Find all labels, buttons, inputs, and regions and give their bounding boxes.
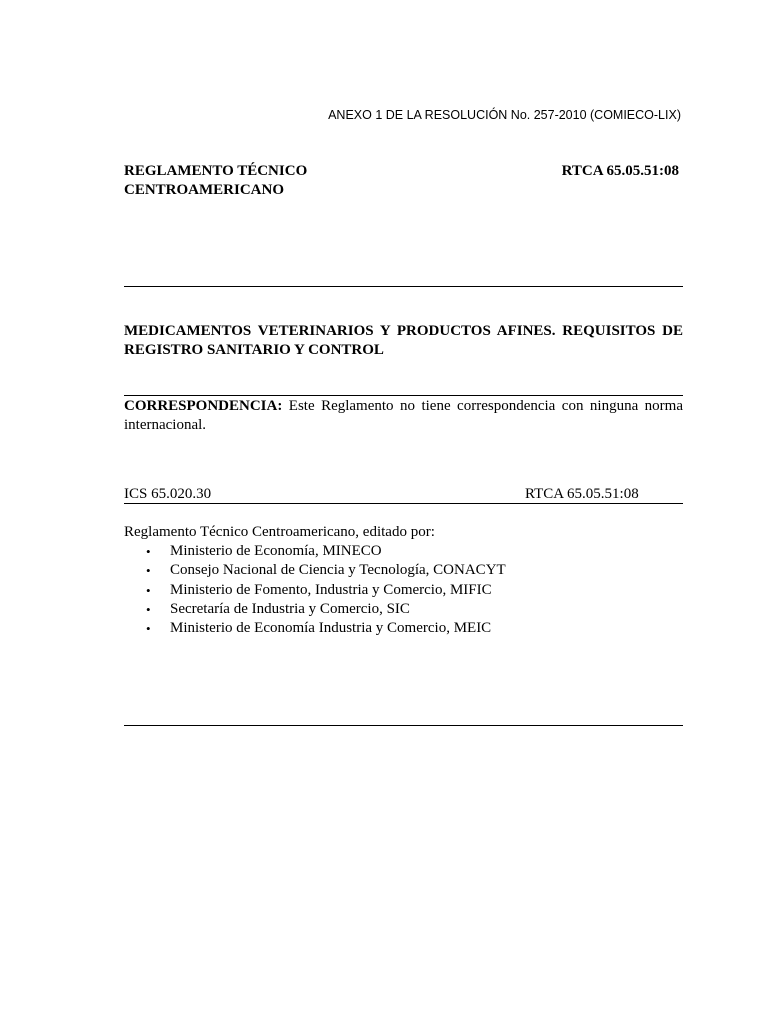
regulation-type-line: REGLAMENTO TÉCNICO	[124, 163, 308, 179]
bullet: •	[146, 582, 151, 598]
divider	[124, 286, 683, 287]
list-item	[124, 600, 506, 619]
correspondence-note	[124, 397, 683, 435]
regulation-type	[124, 162, 307, 200]
editor-name: Ministerio de Economía, MINECO	[170, 543, 382, 559]
divider	[124, 725, 683, 726]
correspondence-label: CORRESPONDENCIA:	[124, 398, 283, 414]
bullet: •	[146, 563, 151, 579]
document-title: MEDICAMENTOS VETERINARIOS Y PRODUCTOS AFINES. REQUISITOS DE REGISTRO SANITARIO Y CONTROL	[124, 323, 683, 358]
editor-name: Ministerio de Economía Industria y Comercio, MEIC	[170, 620, 492, 637]
correspondence-text: Este Reglamento no tiene correspondencia con ninguna norma internacional.	[124, 398, 683, 433]
list-item	[124, 542, 506, 561]
editors-list	[124, 542, 506, 638]
divider	[124, 395, 683, 396]
annex-reference: ANEXO 1 DE LA RESOLUCIÓN No. 257-2010 (COMIECO-LIX)	[328, 108, 681, 122]
edited-by-intro: Reglamento Técnico Centroamericano, editado por:	[124, 524, 435, 540]
editor-name: Consejo Nacional de Ciencia y Tecnología, CONACYT	[170, 562, 506, 579]
bullet: •	[146, 544, 151, 559]
regulation-code: RTCA 65.05.51:08	[561, 163, 679, 179]
bullet: •	[146, 601, 151, 617]
divider	[124, 503, 683, 504]
bullet: •	[146, 621, 151, 637]
list-item	[124, 581, 506, 600]
ics-code: ICS 65.020.30	[124, 486, 212, 502]
regulation-code-footer: RTCA 65.05.51:08	[525, 486, 639, 502]
editor-name: Secretaría de Industria y Comercio, SIC	[170, 600, 410, 617]
list-item	[124, 619, 506, 638]
editor-name: Ministerio de Fomento, Industria y Comercio, MIFIC	[170, 581, 492, 598]
regulation-type-line: CENTROAMERICANO	[124, 182, 285, 198]
list-item	[124, 561, 506, 580]
